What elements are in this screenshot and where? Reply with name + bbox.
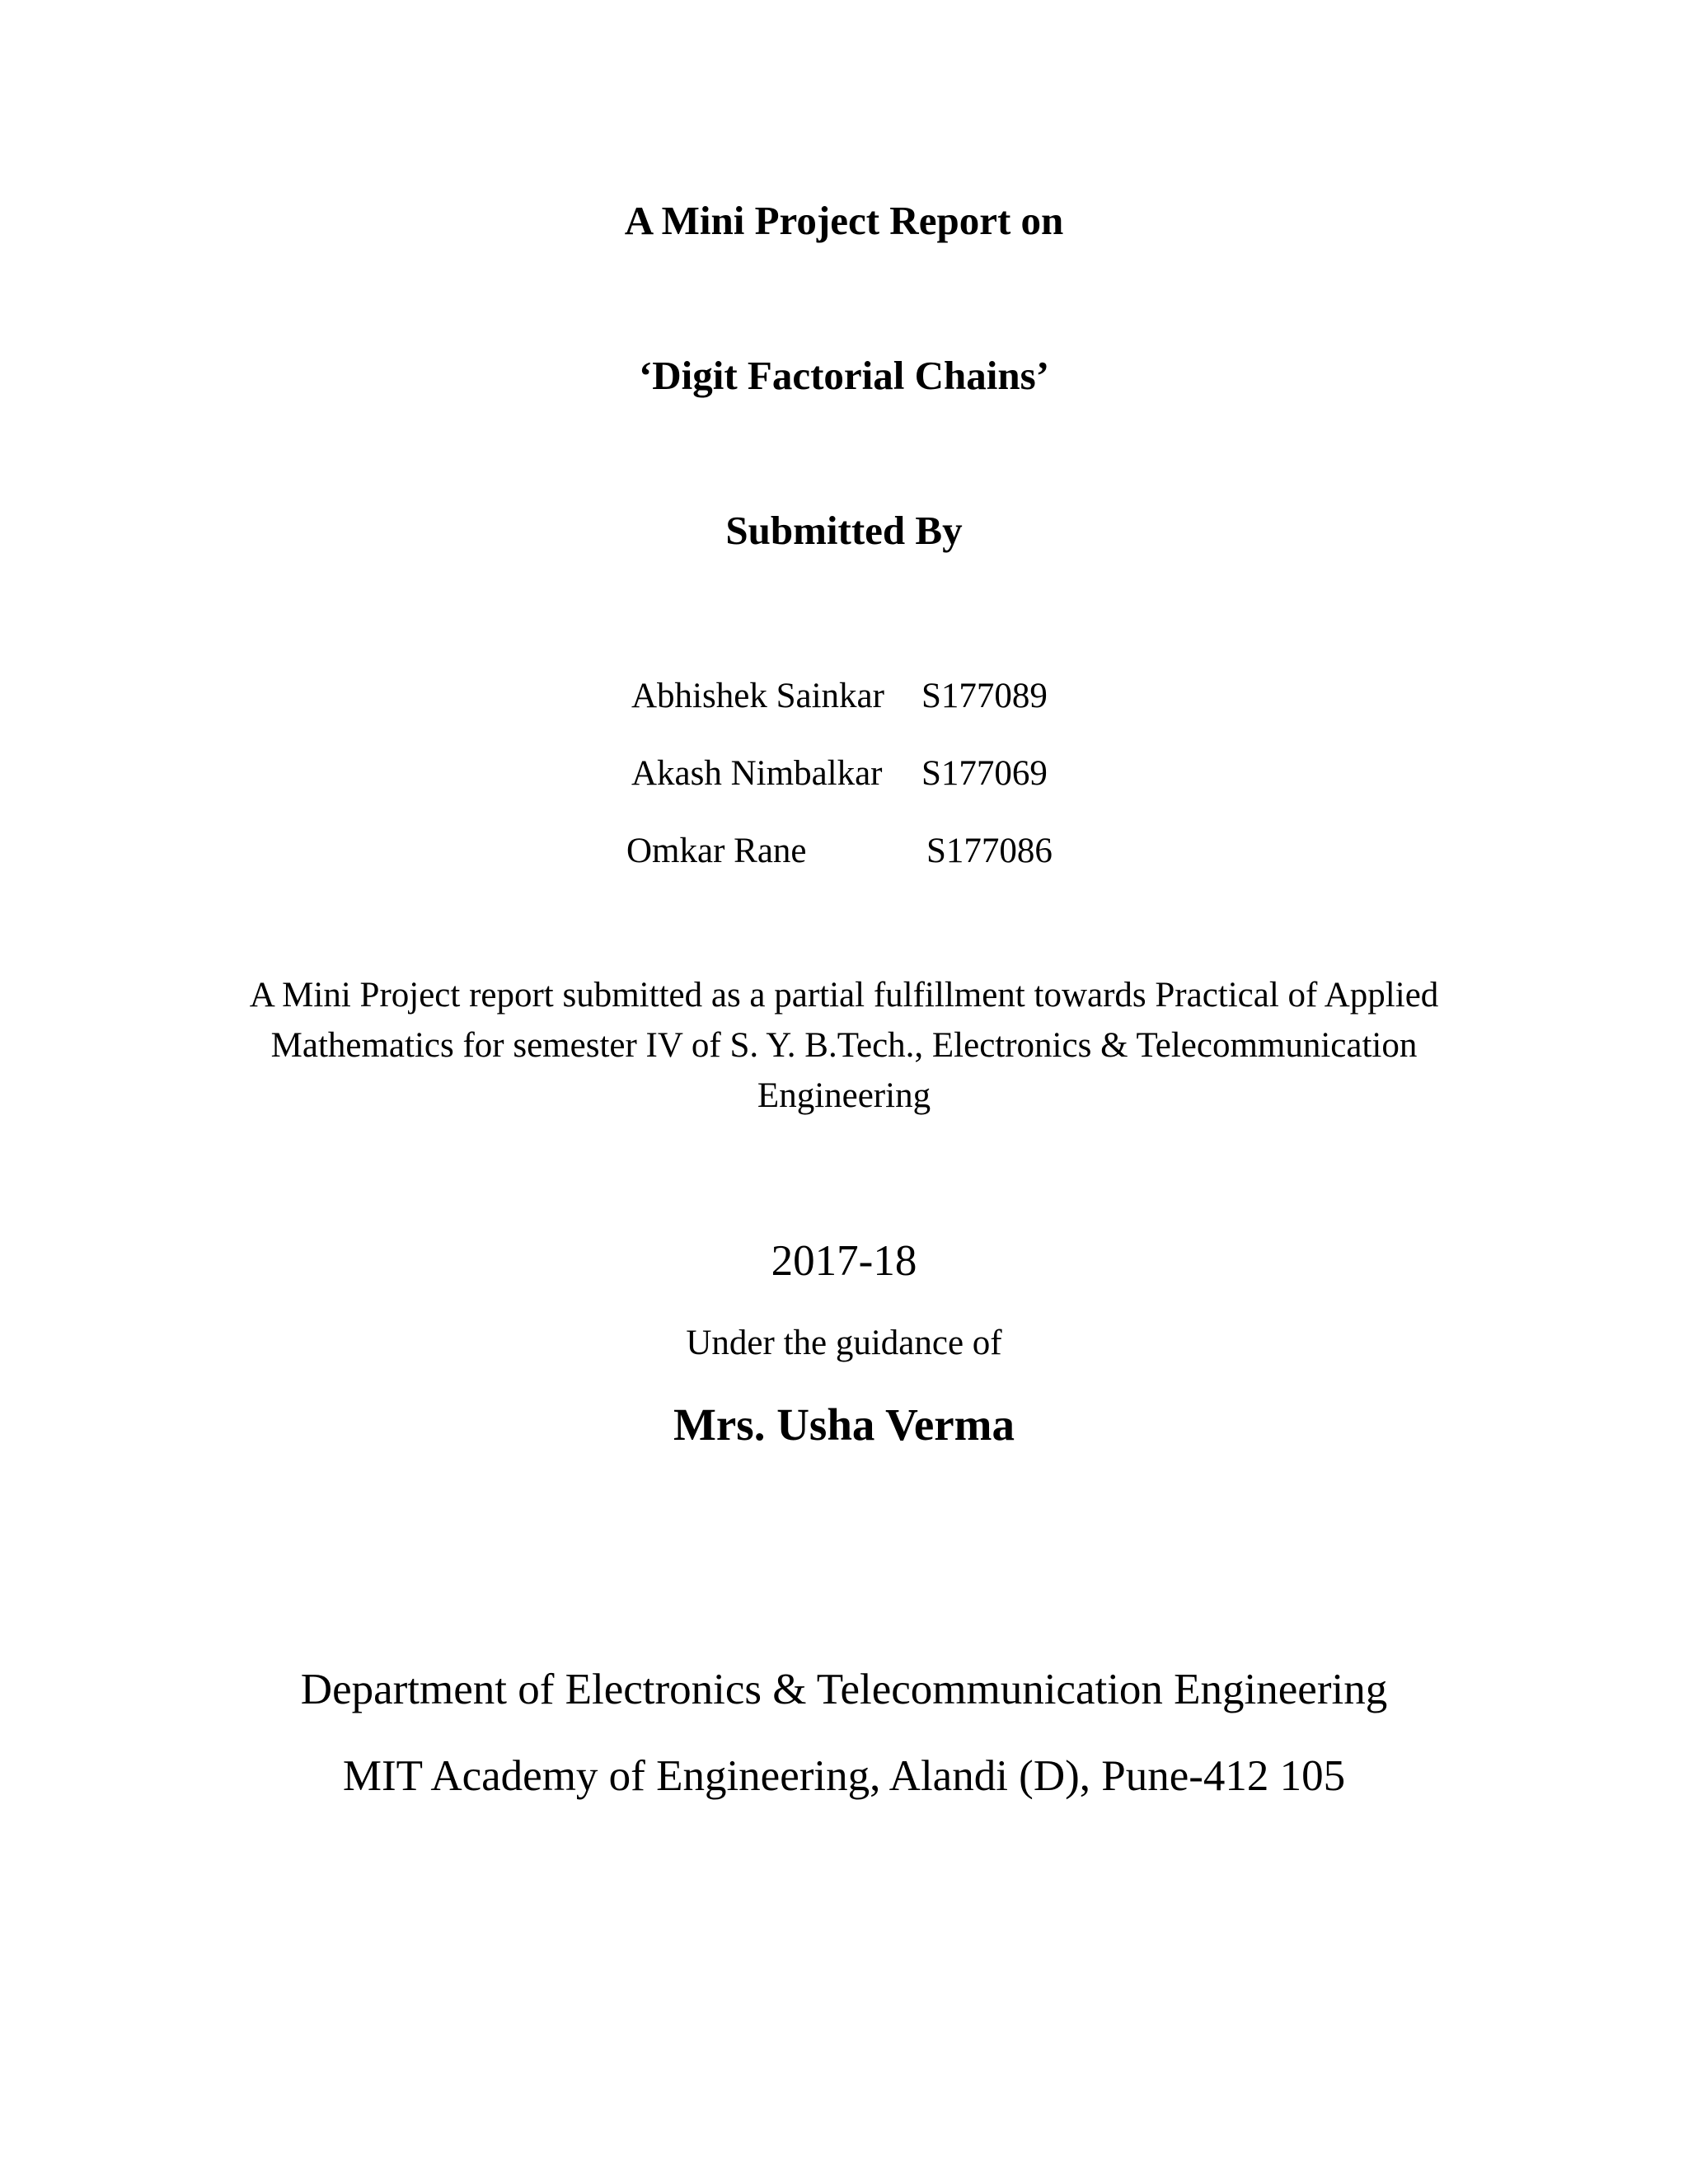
description-line: Mathematics for semester IV of S. Y. B.Tech., Electronics & Telecommunication bbox=[270, 1026, 1418, 1065]
student-row bbox=[626, 749, 1088, 827]
description-line: Engineering bbox=[757, 1076, 931, 1115]
student-name: Abhishek Sainkar bbox=[631, 677, 884, 715]
student-id: S177089 bbox=[921, 677, 1048, 715]
project-title: ‘Digit Factorial Chains’ bbox=[638, 353, 1050, 398]
student-name: Omkar Rane bbox=[626, 832, 807, 870]
submitted-by-label: Submitted By bbox=[725, 508, 963, 553]
student-list bbox=[626, 672, 1088, 904]
description-line: A Mini Project report submitted as a partial fulfillment towards Practical of Applied bbox=[249, 976, 1439, 1015]
guidance-label: Under the guidance of bbox=[686, 1324, 1002, 1362]
department-name: Department of Electronics & Telecommunication Engineering bbox=[300, 1666, 1388, 1713]
submission-description bbox=[185, 970, 1503, 1121]
student-name: Akash Nimbalkar bbox=[631, 754, 883, 793]
student-id: S177069 bbox=[921, 754, 1048, 793]
student-row bbox=[626, 672, 1088, 749]
student-row bbox=[626, 827, 1088, 904]
student-id: S177086 bbox=[926, 832, 1053, 870]
academic-year: 2017-18 bbox=[771, 1237, 917, 1285]
report-heading: A Mini Project Report on bbox=[624, 198, 1064, 243]
guide-name: Mrs. Usha Verma bbox=[673, 1399, 1015, 1450]
college-name: MIT Academy of Engineering, Alandi (D), Pune-412 105 bbox=[342, 1752, 1346, 1800]
